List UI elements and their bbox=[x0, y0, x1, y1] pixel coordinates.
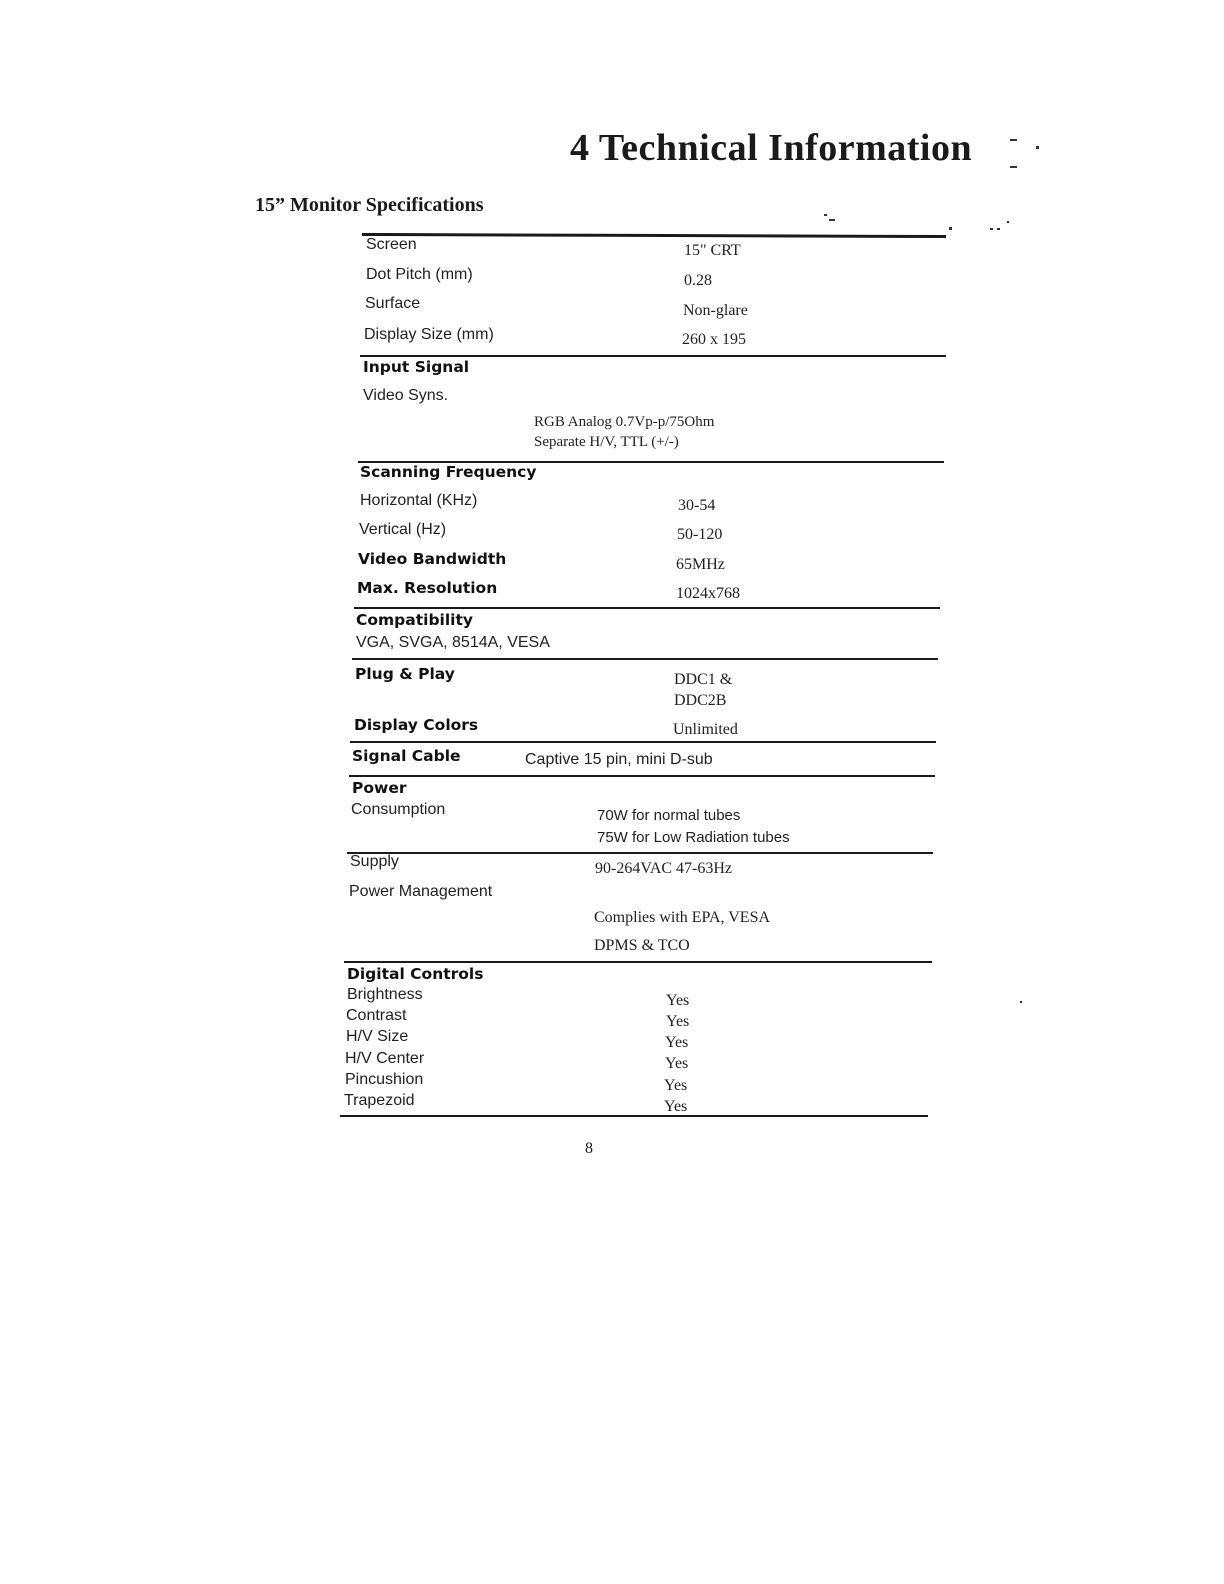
label-brightness: Brightness bbox=[347, 986, 423, 1003]
value-plug-play-line1: DDC1 & bbox=[674, 671, 733, 688]
value-screen: 15" CRT bbox=[684, 242, 741, 259]
value-supply: 90-264VAC 47-63Hz bbox=[595, 860, 733, 877]
table-bottom-rule bbox=[340, 1115, 928, 1117]
label-pincushion: Pincushion bbox=[345, 1071, 424, 1088]
header-plug-play: Plug & Play bbox=[355, 665, 455, 683]
rule-supply bbox=[347, 852, 933, 854]
rule-signal-cable bbox=[350, 741, 936, 743]
label-horizontal: Horizontal (KHz) bbox=[360, 492, 478, 509]
value-surface: Non-glare bbox=[683, 302, 748, 319]
section-title: 15” Monitor Specifications bbox=[255, 194, 484, 216]
value-dot-pitch: 0.28 bbox=[684, 272, 712, 289]
label-consumption: Consumption bbox=[351, 801, 446, 818]
header-max-resolution: Max. Resolution bbox=[357, 579, 498, 597]
chapter-title: 4 Technical Information bbox=[570, 127, 973, 169]
value-consumption-line2: 75W for Low Radiation tubes bbox=[597, 829, 790, 846]
header-signal-cable: Signal Cable bbox=[352, 747, 461, 765]
label-power-management: Power Management bbox=[349, 883, 493, 900]
header-video-bandwidth: Video Bandwidth bbox=[358, 550, 507, 568]
header-input-signal: Input Signal bbox=[363, 358, 470, 376]
value-brightness: Yes bbox=[666, 992, 690, 1009]
header-digital-controls: Digital Controls bbox=[347, 965, 484, 983]
value-video-sync-line1: RGB Analog 0.7Vp-p/75Ohm bbox=[534, 414, 715, 430]
value-power-management-line2: DPMS & TCO bbox=[594, 937, 690, 954]
label-vertical: Vertical (Hz) bbox=[359, 521, 447, 538]
label-supply: Supply bbox=[350, 853, 399, 870]
value-compatibility: VGA, SVGA, 8514A, VESA bbox=[356, 634, 550, 651]
value-signal-cable: Captive 15 pin, mini D-sub bbox=[525, 751, 713, 768]
value-video-sync-line2: Separate H/V, TTL (+/-) bbox=[534, 434, 679, 450]
value-hv-center: Yes bbox=[665, 1055, 689, 1072]
value-plug-play-line2: DDC2B bbox=[674, 692, 727, 709]
rule-digital-controls bbox=[344, 961, 932, 963]
label-display-size: Display Size (mm) bbox=[364, 326, 494, 343]
rule-input-signal bbox=[360, 355, 946, 357]
label-contrast: Contrast bbox=[346, 1007, 407, 1024]
page-number: 8 bbox=[585, 1140, 593, 1157]
header-power: Power bbox=[352, 779, 407, 797]
value-vertical: 50-120 bbox=[677, 526, 723, 543]
label-surface: Surface bbox=[365, 295, 421, 312]
label-video-sync: Video Syns. bbox=[363, 387, 449, 404]
value-trapezoid: Yes bbox=[664, 1098, 688, 1115]
header-compatibility: Compatibility bbox=[356, 611, 473, 629]
header-display-colors: Display Colors bbox=[354, 716, 479, 734]
value-horizontal: 30-54 bbox=[678, 497, 716, 514]
value-display-colors: Unlimited bbox=[673, 721, 738, 738]
value-video-bandwidth: 65MHz bbox=[676, 556, 725, 573]
value-power-management-line1: Complies with EPA, VESA bbox=[594, 909, 771, 926]
value-contrast: Yes bbox=[666, 1013, 690, 1030]
label-dot-pitch: Dot Pitch (mm) bbox=[366, 266, 473, 283]
value-consumption-line1: 70W for normal tubes bbox=[597, 807, 741, 824]
label-hv-center: H/V Center bbox=[345, 1050, 425, 1067]
label-screen: Screen bbox=[366, 236, 417, 253]
value-pincushion: Yes bbox=[664, 1077, 688, 1094]
label-trapezoid: Trapezoid bbox=[344, 1092, 415, 1109]
header-scanning-frequency: Scanning Frequency bbox=[360, 463, 537, 481]
rule-power bbox=[349, 775, 935, 777]
value-max-resolution: 1024x768 bbox=[676, 585, 740, 602]
rule-plug-play bbox=[352, 658, 938, 660]
table-top-rule bbox=[362, 233, 946, 238]
value-display-size: 260 x 195 bbox=[682, 331, 746, 348]
value-hv-size: Yes bbox=[665, 1034, 689, 1051]
rule-compatibility bbox=[354, 607, 940, 609]
label-hv-size: H/V Size bbox=[346, 1028, 409, 1045]
